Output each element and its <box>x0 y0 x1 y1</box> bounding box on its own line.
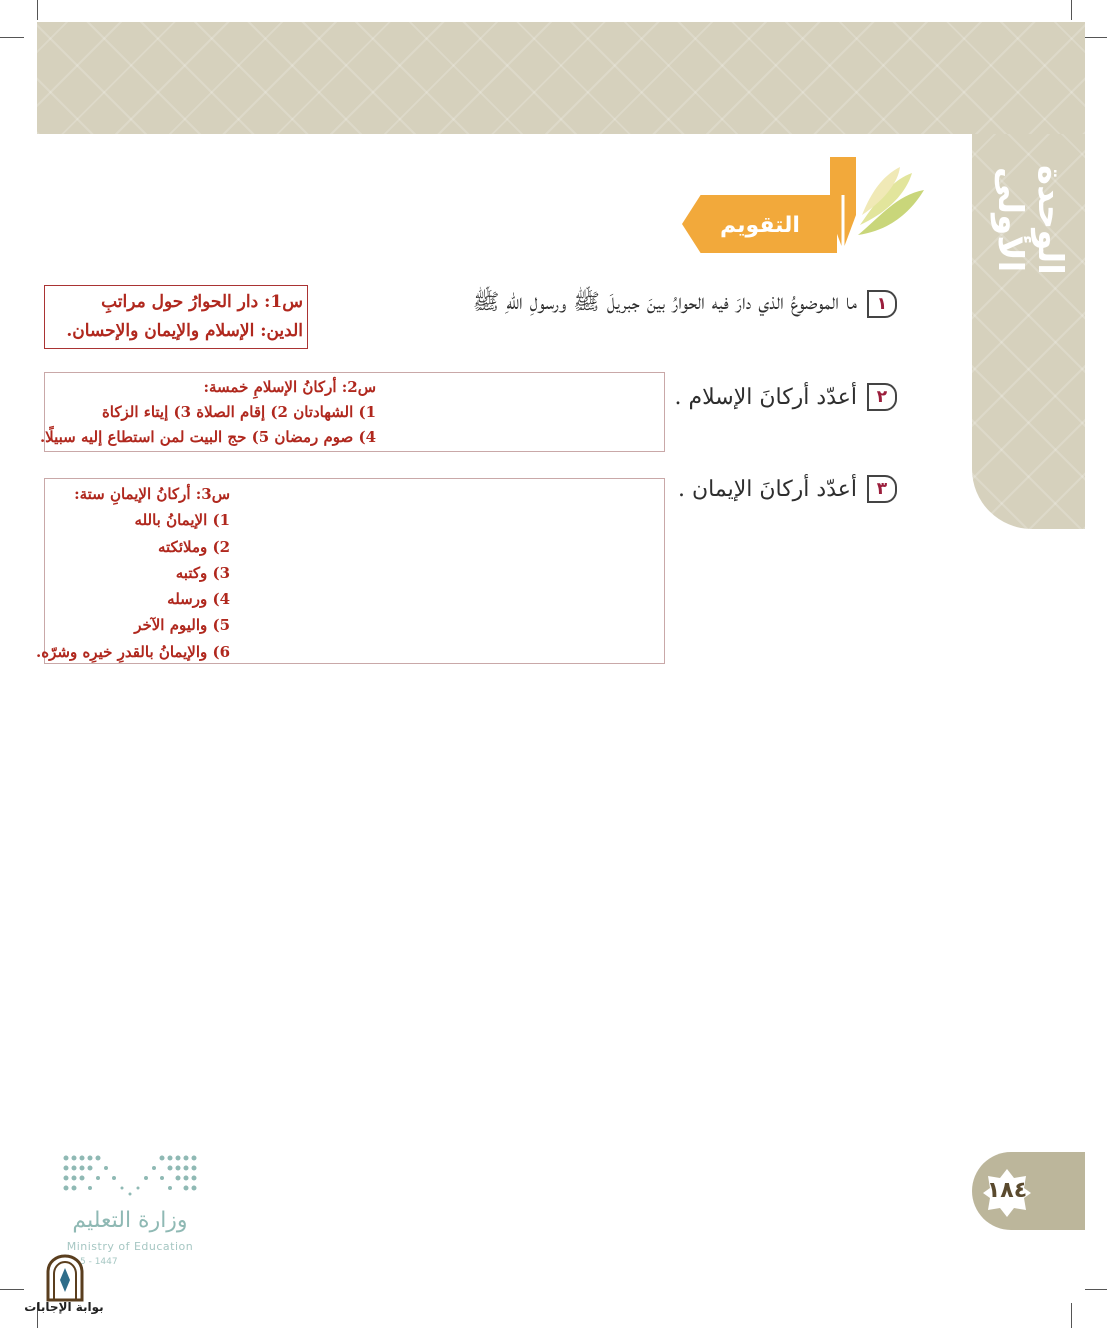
answer-line: 1) الشهادتان 2) إقام الصلاة 3) إيتاء الزكاة <box>101 403 376 421</box>
question-text: ما الموضوعُ الذي دارَ فيه الحوارُ بينَ جبريلَ ﷺ ورسولِ اللهِ ﷺ <box>472 290 857 315</box>
question-number: ٢ <box>867 383 897 411</box>
question-3 <box>672 475 897 503</box>
answer-line: س2: أركانُ الإسلامِ خمسة: <box>203 378 376 396</box>
ministry-name-english: Ministry of Education <box>66 1240 194 1253</box>
question-text: أعدّد أركانَ الإيمان . <box>678 476 857 502</box>
ministry-logo-icon <box>62 1154 198 1198</box>
question-2 <box>660 383 897 411</box>
answer-line: الدين: الإسلام والإيمان والإحسان. <box>66 321 303 341</box>
crop-mark <box>1071 1303 1072 1328</box>
section-label: التقويم <box>720 213 800 238</box>
answer-box-1 <box>44 285 308 349</box>
crop-mark <box>1071 0 1072 20</box>
portal-logo-icon <box>44 1254 86 1302</box>
ministry-year: 5 - 1447 <box>80 1257 118 1267</box>
crop-mark <box>37 0 38 20</box>
ministry-name-arabic: وزارة التعليم <box>72 1208 188 1233</box>
crop-mark <box>0 1289 24 1290</box>
answer-line: 5) واليوم الآخر <box>134 616 230 635</box>
answer-line: 2) وملائكته <box>157 537 230 556</box>
answer-line: 6) والإيمانُ بالقدرِ خيرِه وشرّه. <box>36 642 230 661</box>
header-pattern-band <box>37 22 1085 134</box>
question-1 <box>312 288 897 320</box>
answer-box-2 <box>39 372 665 452</box>
question-number: ١ <box>867 290 897 318</box>
unit-title: الوحدة الأولى <box>990 165 1070 275</box>
pen-icon <box>812 155 927 255</box>
answer-box-3 <box>36 478 665 664</box>
portal-label: بوابة الإجابات <box>24 1300 104 1314</box>
crop-mark <box>1085 37 1107 38</box>
page-number: ١٨٤ <box>986 1178 1028 1203</box>
answer-line: س1: دار الحوارُ حول مراتبِ <box>101 292 303 312</box>
answer-line: 3) وكتبه <box>175 563 230 582</box>
answer-line: س3: أركانُ الإيمانِ ستة: <box>74 485 230 503</box>
question-number: ٣ <box>867 475 897 503</box>
answer-line: 1) الإيمانُ بالله <box>134 511 230 530</box>
answer-line: 4) صوم رمضان 5) حج البيت لمن استطاع إليه سبيلًا. <box>39 428 376 446</box>
question-text: أعدّد أركانَ الإسلام . <box>674 384 857 410</box>
crop-mark <box>0 37 24 38</box>
answer-line: 4) ورسله <box>167 590 230 609</box>
crop-mark <box>1085 1289 1107 1290</box>
